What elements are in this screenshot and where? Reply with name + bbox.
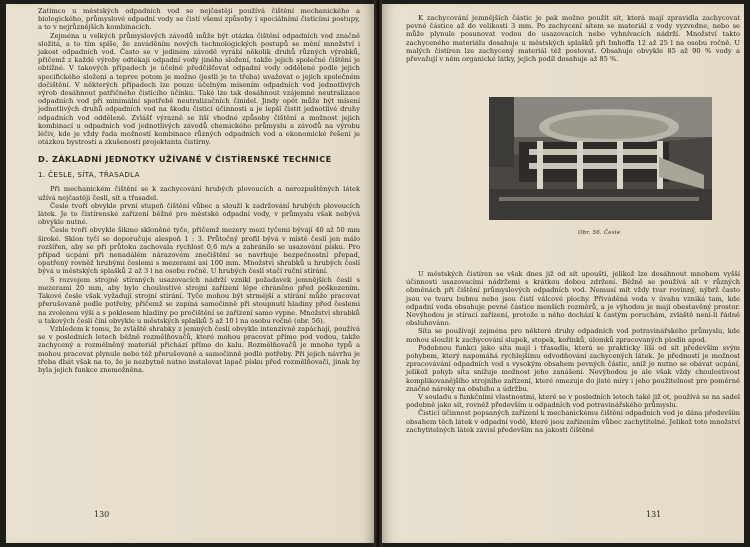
paragraph: K zachycování jemnějších částic je pak možno použít sít, která mají zpravidla zachycovat pevné částice až do velikosti 3 mm. Po zachycení sítem se materiál z vody vyzvedne, nebo se může plynule posunovat vodou do usazovacích nebo vyhnívacích nádrží. Množství takto zachyceného materiálu dosahuje u městských splašků při Imhoffa 12 až 25 l na osobu ročně. U malých čistíren lze zachycený materiál též postovat. Obsahuje obvykle 85 až 90 % vody a převažují v něm organické látky, jejich podíl dosahuje až 85 %.	[406, 14, 740, 64]
paragraph: U městských čistíren se však dnes již od sít upouští, jelikož lze dosáhnout mnohem vyšší účinnosti usazovacími nádržemi s krátkou dobou zdržení. Běžně se používá sít v různých obměnách při čištění průmyslových odpadních vod. Nemusí mít vždy tvar rovinný, nýbrž často jsou ve tvaru bubnu nebo jsou čistí válcové plochy. Přiváděná voda v úvahu vzniká tam, kde odpadní voda obsahuje pevné částice menších rozměrů, a je výhodou je mají obestavěný prostor. Nevýhodou je stírací zařízení, protože u něho dochází k častým poruchám, zvláště není-li řádně obsluhováno.	[406, 270, 740, 328]
paragraph: S rozvojem strojně stíraných usazovacích nádrží vznikl požadavek jemnějších česlí s mezerami 20 mm, aby bylo choulostivé strojní zařízení lépe chráněno před poškozením. Takové česle však vyžadují strojní stírání. Tyče mohou být strmější a stírání může pracovat přerušovaně podle potřeby, přičemž se zapíná samočinně při stoupnutí hladiny před česlemi na zvolenou výši a s poklesem hladiny po pročištění se zařízení samo vypne. Množství shrabků u takových česlí činí obvykle u městských splašků 5 až 10 l na osobu ročně (obr. 56).	[38, 275, 360, 325]
figure-caption: Obr. 56. Česle	[578, 230, 621, 236]
paragraph: Zejména u velkých průmyslových závodů může být otázka čištění odpadních vod značně složitá, a to tím spíše, že zaváděním nových technologických postupů se mění množství i jakost odpadních vod. Často se v jediném závodě vyrábí několik druhů různých výrobků, přičemž z každé výroby odtékají odpadní vody jiného složení, takže jejich společné čištění je obtížné. V takových případech je účelné předčišťovat odpadní vody oddělené podle jejich specifického složení a teprve potom je možno (jestli je to třeba) uvažovat o jejich společném dočištění. V některých případech lze pouze účelným mísením odpadních vod jednotlivých výrob dosáhnout patřičného čisticího účinku. Také lze tak dosáhnout vzájemné neutralizace odpadních vod při minimální spotřebě neutralizačních činidel. Jindy opět může být mísení jednotlivých druhů odpadních vod na škodu čisticí účinnosti a je lepší čistit jednotlivé druhy odpadních vod odděleně. Zvlášť výrazně se liší vhodné způsoby čištění a možnost jejich kombinací u odpadních vod jednotlivých závodů chemického průmyslu a závodů na výrobu léčiv, kde je vždy řada možností kombinace různých odpadních vod a ekonomické řešení je otázkou bystrosti a zkušeností projektanta čistírny.	[38, 31, 360, 147]
paragraph: Vzhledem k tomu, že zvláště shrabky z jemných česlí obvykle intenzívně zapáchají, používá se v posledních letech běžně rozmělňovačů, které mohou pracovat přímo pod vodou, takže zachycený a rozmělněný materiál přichází přímo do kalu. Rozmělňovačů je mnoho typů a mohou pracovat plynule nebo též přerušovaně a samočinně podle potřeby. Při jejich návrhu je třeba dbát však na to, že je nezbytně nutno instalovat lapač písku před rozmělňovači, jinak by byla jejich funkce znemožněna.	[38, 324, 360, 374]
left-page	[6, 4, 374, 543]
paragraph: Při mechanickém čištění se k zachycování hrubých plovoucích a nerozpuštěných látek užívá nejčastěji česlí, sít a třasadel.	[38, 185, 360, 202]
paragraph: V souladu s funkčními vlastnostmi, které se v posledních letech také již ot, používá se na sadel podobně jako sít, rovněž především u odpadních vod potravinářského průmyslu.	[406, 393, 740, 410]
paragraph: Zatímco u městských odpadních vod se nejčastěji používá čištění mechanického a biologického, průmyslové odpadní vody se čistí všemi způsoby i speciálními čisticími postupy, a to v nejrůznějších kombinacích.	[38, 7, 360, 32]
right-page	[382, 4, 744, 543]
right-text-column-bottom	[406, 270, 740, 434]
right-text-column-top	[406, 14, 740, 63]
figure-photo-screens	[489, 97, 712, 220]
book-gutter	[374, 0, 382, 547]
left-text-column	[38, 7, 360, 374]
subsection-heading: 1. ČESLE, SÍTA, TŘASADLA	[38, 170, 140, 180]
paragraph: Podobnou funkci jako síta mají i třasadla, která se prakticky liší od sít především svým pohybem, který napomáhá rychlejšímu odvodňování zachycených látek. Je předností je možnost zpracovávání odpadních vod s vysokým obsahem pevných částic, aniž je nutno se obávat ucpání, jelikož pohyb síta snižuje možnost jeho zanášení. Nevýhodou je ale však vždy choulostivost komplikovanějšího strojního zařízení, které omezuje do jisté míry i jeho použitelnost pro poměrně značné nároky na obsluhu a údržbu.	[406, 343, 740, 393]
paragraph: Česle tvoří obvykle první stupeň čištění vůbec a slouží k zadržování hrubých plovoucích látek. Je to čistírenské zařízení běžné pro městské odpadní vody, v průmyslu však nebývá obvykle nutné.	[38, 201, 360, 227]
page-number: 130	[94, 510, 110, 519]
paragraph: Česle tvoří obvykle šikmo skloněné tyče, přičemž mezery mezi tyčemi bývají 40 až 50 mm široké. Sklon tyčí se doporučuje alespoň 1 : 3. Průtočný profil bývá v místě česlí jen málo rozšířen, aby se při průtoku zachovala rychlost 0,6 m/s a zabránilo se usazování písku. Pro případ ucpání při nenadálém nárazovém znečištění se navrhuje bezpečnostní přepad, opatřený rovněž hrubými česlemi s mezerami asi 100 mm. Množství shrabků u hrubých česlí bývá u městských splašků 2 až 3 l na osobu ročně. U hrubých česlí stačí ruční stírání.	[38, 226, 360, 276]
paragraph: Čisticí účinnost popsaných zařízení k mechanickému čištění odpadních vod je dána především obsahem těch látek v odpadní vodě, které jsou zařízením vůbec zachytitelné. Jelikož toto množství zachytitelných látek závisí především na jakosti čištěné	[406, 409, 740, 434]
section-heading: D. ZÁKLADNÍ JEDNOTKY UŽÍVANÉ V ČISTÍRENSKÉ TECHNICE	[38, 154, 332, 165]
paragraph: Síta se používají zejména pro některé druhy odpadních vod potravinářského průmyslu, kde mohou sloužit k zachycování slupek, stopek, kořínků, úlomků zpracovaných plodin apod.	[406, 327, 740, 344]
page-number: 131	[646, 510, 662, 519]
